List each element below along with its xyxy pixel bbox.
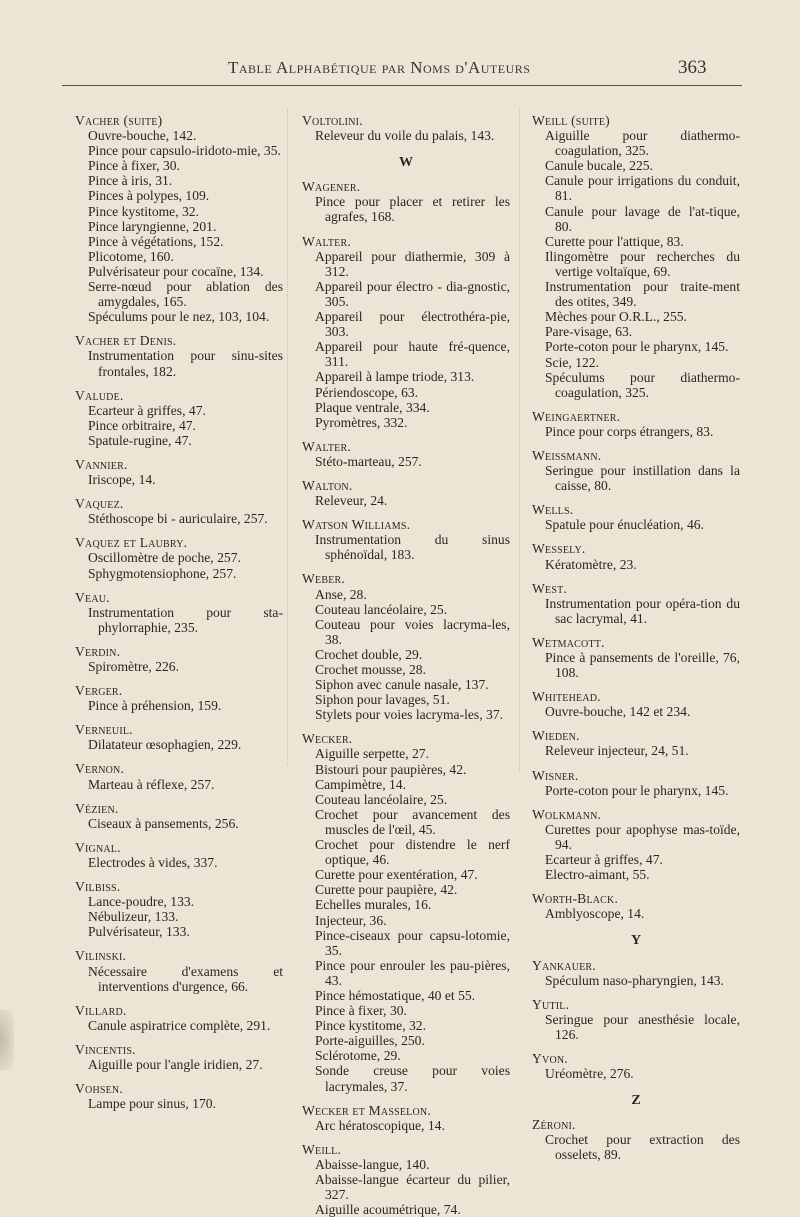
author-name: Wecker. <box>302 731 353 747</box>
instrument-entry: Canule bucale, 225. <box>545 158 653 174</box>
instrument-entry: Instrumentation pour sinu-sites frontales, 182. <box>88 348 283 379</box>
author-name: Vacher et Denis. <box>75 333 177 349</box>
author-name: Weingaertner. <box>532 408 621 424</box>
instrument-entry: Siphon pour lavages, 51. <box>315 692 450 708</box>
instrument-entry: Electro-aimant, 55. <box>545 867 650 883</box>
column-divider <box>287 108 288 766</box>
author-name: Valude. <box>75 387 124 403</box>
instrument-entry: Amblyoscope, 14. <box>545 906 645 922</box>
author-name: Villard. <box>75 1002 127 1018</box>
letter-heading: Y <box>630 933 642 949</box>
index-column-3 <box>532 113 740 1163</box>
author-name: Vannier. <box>75 456 128 472</box>
instrument-entry: Lampe pour sinus, 170. <box>88 1096 216 1112</box>
instrument-entry: Marteau à réflexe, 257. <box>88 776 215 792</box>
instrument-entry: Pince à végétations, 152. <box>88 233 224 249</box>
column-divider <box>519 108 520 773</box>
instrument-entry: Spéculum naso-pharyngien, 143. <box>545 972 724 988</box>
instrument-entry: Pince laryngienne, 201. <box>88 218 217 234</box>
instrument-entry: Plaque ventrale, 334. <box>315 399 430 415</box>
instrument-entry: Porte-coton pour le pharynx, 145. <box>545 339 729 355</box>
author-name: Yutil. <box>532 996 570 1012</box>
instrument-entry: Crochet mousse, 28. <box>315 662 427 677</box>
instrument-entry: Pince kystitome, 32. <box>315 1018 427 1034</box>
instrument-entry: Instrumentation du sinus sphénoïdal, 183. <box>315 532 510 563</box>
author-name: Vaquez. <box>75 496 124 512</box>
author-name: Verdin. <box>75 643 121 659</box>
instrument-entry: Electrodes à vides, 337. <box>88 854 218 870</box>
instrument-entry: Seringue pour instillation dans la caisse, 80. <box>545 463 740 494</box>
instrument-entry: Nécessaire d'examens et interventions d'urgence, 66. <box>88 963 283 994</box>
instrument-entry: Uréomètre, 276. <box>545 1066 634 1082</box>
instrument-entry: Pare-visage, 63. <box>545 324 633 340</box>
instrument-entry: Iriscope, 14. <box>88 472 156 488</box>
instrument-entry: Canule pour lavage de l'at-tique, 80. <box>545 203 740 234</box>
author-name: Vilinski. <box>75 948 127 964</box>
instrument-entry: Oscillomètre de poche, 257. <box>88 550 241 566</box>
instrument-entry: Instrumentation pour traite-ment des otites, 349. <box>545 279 740 310</box>
instrument-entry: Ouvre-bouche, 142. <box>88 128 197 144</box>
instrument-entry: Curette pour l'attique, 83. <box>545 233 684 249</box>
author-name: Vohsen. <box>75 1081 123 1097</box>
instrument-entry: Pince kystitome, 32. <box>88 203 200 219</box>
instrument-entry: Pince pour capsulo-iridoto-mie, 35. <box>88 143 281 159</box>
instrument-entry: Ilingomètre pour recherches du vertige voltaïque, 69. <box>545 248 740 279</box>
instrument-entry: Spiromètre, 226. <box>88 659 179 674</box>
instrument-entry: Instrumentation pour opéra-tion du sac lacrymal, 41. <box>545 595 740 626</box>
instrument-entry: Crochet pour distendre le nerf optique, 46. <box>315 837 510 868</box>
instrument-entry: Stylets pour voies lacryma-les, 37. <box>315 707 504 723</box>
author-name: Vaquez et Laubry. <box>75 535 188 551</box>
author-name: West. <box>532 580 568 596</box>
instrument-entry: Périendoscope, 63. <box>315 384 419 400</box>
author-name: Wagener. <box>302 179 361 195</box>
author-name: Wetmacott. <box>532 634 605 650</box>
instrument-entry: Releveur du voile du palais, 143. <box>315 128 495 144</box>
author-name: Veau. <box>75 589 110 605</box>
instrument-entry: Abaisse-langue, 140. <box>315 1156 430 1172</box>
author-name: Walton. <box>302 477 353 493</box>
instrument-entry: Pince pour placer et retirer les agrafes, 168. <box>315 194 510 225</box>
instrument-entry: Crochet pour avancement des muscles de l'œil, 45. <box>315 806 510 837</box>
instrument-entry: Lance-poudre, 133. <box>88 894 195 910</box>
author-name: Verger. <box>75 683 123 699</box>
index-column-2 <box>302 113 510 1217</box>
author-name: Voltolini. <box>302 113 363 128</box>
instrument-entry: Pince pour enrouler les pau-pières, 43. <box>315 957 510 988</box>
instrument-entry: Mèches pour O.R.L., 255. <box>545 309 687 325</box>
instrument-entry: Aiguille acoumétrique, 74. <box>315 1202 461 1217</box>
instrument-entry: Crochet double, 29. <box>315 646 423 662</box>
instrument-entry: Nébulizeur, 133. <box>88 909 179 925</box>
author-name: Weill. <box>302 1141 342 1157</box>
author-name: Vézien. <box>75 800 119 816</box>
page-header <box>0 55 800 85</box>
letter-heading: W <box>399 155 413 171</box>
instrument-entry: Aiguille pour diathermo-coagulation, 325. <box>545 128 740 159</box>
page-number: 363 <box>678 57 707 78</box>
author-name: Wells. <box>532 502 574 518</box>
author-name: Walter. <box>302 233 351 249</box>
instrument-entry: Sclérotome, 29. <box>315 1048 401 1064</box>
instrument-entry: Kératomètre, 23. <box>545 556 637 572</box>
instrument-entry: Scie, 122. <box>545 354 599 370</box>
instrument-entry: Couteau lancéolaire, 25. <box>315 791 448 807</box>
instrument-entry: Instrumentation pour sta-phylorraphie, 235. <box>88 604 283 635</box>
instrument-entry: Pince orbitraire, 47. <box>88 417 196 433</box>
instrument-entry: Pince à fixer, 30. <box>88 158 180 174</box>
instrument-entry: Siphon avec canule nasale, 137. <box>315 677 489 693</box>
author-name: Wisner. <box>532 767 579 783</box>
instrument-entry: Pulvérisateur pour cocaïne, 134. <box>88 263 264 279</box>
author-name: Yankauer. <box>532 957 596 973</box>
instrument-entry: Releveur injecteur, 24, 51. <box>545 743 689 759</box>
instrument-entry: Pince à iris, 31. <box>88 173 173 189</box>
author-name: Weissmann. <box>532 447 602 463</box>
instrument-entry: Sphygmotensiophone, 257. <box>88 565 237 581</box>
instrument-entry: Spatule pour énucléation, 46. <box>545 517 704 533</box>
instrument-entry: Canule aspiratrice complète, 291. <box>88 1017 271 1033</box>
instrument-entry: Canule pour irrigations du conduit, 81. <box>545 173 740 204</box>
instrument-entry: Aiguille serpette, 27. <box>315 746 430 762</box>
instrument-entry: Pyromètres, 332. <box>315 414 408 430</box>
instrument-entry: Couteau lancéolaire, 25. <box>315 601 448 617</box>
author-name: Yvon. <box>532 1050 568 1066</box>
instrument-entry: Bistouri pour paupières, 42. <box>315 761 467 777</box>
page-stain <box>0 1010 14 1070</box>
instrument-entry: Pulvérisateur, 133. <box>88 924 190 940</box>
instrument-entry: Injecteur, 36. <box>315 912 387 928</box>
author-name: Walter. <box>302 438 351 454</box>
author-name: Wecker et Masselon. <box>302 1102 431 1118</box>
instrument-entry: Curette pour paupière, 42. <box>315 882 458 898</box>
author-name: Wieden. <box>532 728 580 744</box>
author-name: Vignal. <box>75 839 121 855</box>
instrument-entry: Serre-nœud pour ablation des amygdales, 165. <box>88 279 283 310</box>
instrument-entry: Campimètre, 14. <box>315 776 406 792</box>
instrument-entry: Arc hératoscopique, 14. <box>315 1117 445 1133</box>
instrument-entry: Appareil pour électrothéra-pie, 303. <box>315 309 510 340</box>
instrument-entry: Pince hémostatique, 40 et 55. <box>315 987 476 1003</box>
author-name: Vacher (suite) <box>75 113 163 128</box>
instrument-entry: Porte-coton pour le pharynx, 145. <box>545 782 729 798</box>
instrument-entry: Aiguille pour l'angle iridien, 27. <box>88 1056 263 1072</box>
author-name: Vincentis. <box>75 1041 136 1057</box>
instrument-entry: Spéculums pour le nez, 103, 104. <box>88 309 270 325</box>
instrument-entry: Dilatateur œsophagien, 229. <box>88 737 242 753</box>
instrument-entry: Crochet pour extraction des osselets, 89. <box>545 1132 740 1163</box>
letter-heading: Z <box>631 1093 641 1109</box>
author-name: Vilbiss. <box>75 879 121 895</box>
instrument-entry: Appareil pour électro - dia-gnostic, 305. <box>315 278 510 309</box>
instrument-entry: Pince pour corps étrangers, 83. <box>545 423 714 439</box>
author-name: Weill (suite) <box>532 113 610 128</box>
instrument-entry: Ecarteur à griffes, 47. <box>545 852 663 868</box>
instrument-entry: Ciseaux à pansements, 256. <box>88 815 239 831</box>
instrument-entry: Appareil à lampe triode, 313. <box>315 369 475 385</box>
index-column-1 <box>75 113 283 1111</box>
instrument-entry: Spatule-rugine, 47. <box>88 432 192 448</box>
instrument-entry: Pince à fixer, 30. <box>315 1003 407 1019</box>
instrument-entry: Couteau pour voies lacryma-les, 38. <box>315 616 510 647</box>
instrument-entry: Ecarteur à griffes, 47. <box>88 402 206 418</box>
author-name: Whitehead. <box>532 689 601 705</box>
instrument-entry: Curette pour exentération, 47. <box>315 867 478 883</box>
author-name: Watson Williams. <box>302 517 411 533</box>
instrument-entry: Releveur, 24. <box>315 493 388 509</box>
author-name: Verneuil. <box>75 722 133 738</box>
instrument-entry: Curettes pour apophyse mas-toïde, 94. <box>545 821 740 852</box>
instrument-entry: Porte-aiguilles, 250. <box>315 1033 425 1049</box>
instrument-entry: Ouvre-bouche, 142 et 234. <box>545 704 691 720</box>
instrument-entry: Appareil pour diathermie, 309 à 312. <box>315 248 510 279</box>
instrument-entry: Pinces à polypes, 109. <box>88 188 210 204</box>
author-name: Wolkmann. <box>532 806 602 822</box>
instrument-entry: Stéto-marteau, 257. <box>315 453 422 469</box>
author-name: Worth-Black. <box>532 891 619 907</box>
instrument-entry: Pince à pansements de l'oreille, 76, 108. <box>545 650 740 681</box>
author-name: Zéroni. <box>532 1117 576 1133</box>
header-rule <box>62 85 742 86</box>
instrument-entry: Pince-ciseaux pour capsu-lotomie, 35. <box>315 927 510 958</box>
instrument-entry: Abaisse-langue écarteur du pilier, 327. <box>315 1172 510 1203</box>
author-name: Weber. <box>302 571 345 587</box>
instrument-entry: Stéthoscope bi - auriculaire, 257. <box>88 511 268 527</box>
author-name: Wessely. <box>532 541 586 557</box>
instrument-entry: Appareil pour haute fré-quence, 311. <box>315 339 510 370</box>
instrument-entry: Pince à préhension, 159. <box>88 698 222 714</box>
instrument-entry: Sonde creuse pour voies lacrymales, 37. <box>315 1063 510 1094</box>
instrument-entry: Anse, 28. <box>315 586 367 602</box>
instrument-entry: Echelles murales, 16. <box>315 897 432 913</box>
running-title: Table Alphabétique par Noms d'Auteurs <box>228 58 531 77</box>
author-name: Vernon. <box>75 761 125 777</box>
instrument-entry: Plicotome, 160. <box>88 248 174 264</box>
instrument-entry: Seringue pour anesthésie locale, 126. <box>545 1011 740 1042</box>
instrument-entry: Spéculums pour diathermo-coagulation, 325. <box>545 369 740 400</box>
